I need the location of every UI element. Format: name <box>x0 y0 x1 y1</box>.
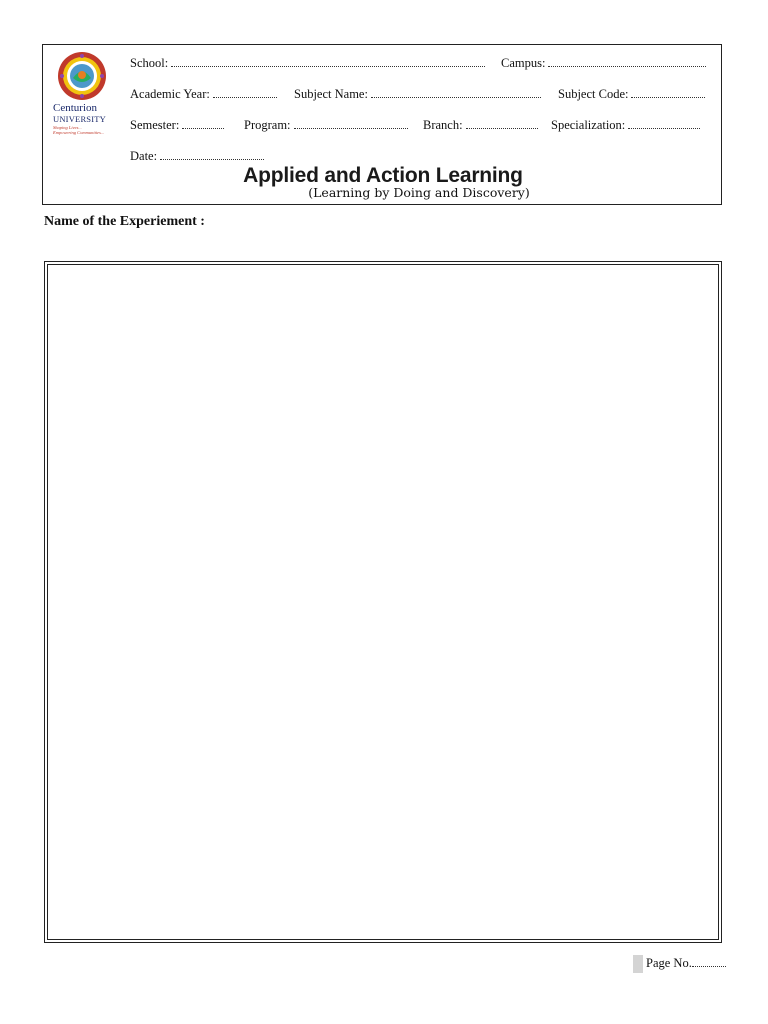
branch-label: Branch: <box>423 118 463 132</box>
page-marker-icon <box>633 955 643 973</box>
branch-blank[interactable] <box>466 117 538 129</box>
subject-name-label: Subject Name: <box>294 87 368 101</box>
academic-year-field[interactable] <box>130 86 277 102</box>
school-blank[interactable] <box>171 55 485 67</box>
date-label: Date: <box>130 149 158 163</box>
subject-code-field[interactable] <box>558 86 705 102</box>
page-title: Applied and Action Learning <box>243 164 523 187</box>
date-blank[interactable] <box>160 148 264 160</box>
logo-university: UNIVERSITY <box>53 114 106 124</box>
academic-year-blank[interactable] <box>213 86 277 98</box>
campus-field[interactable] <box>501 55 706 71</box>
subject-name-field[interactable] <box>294 86 541 102</box>
logo-tagline <box>53 125 115 135</box>
row-semester-program <box>130 117 720 133</box>
branch-field[interactable] <box>423 117 538 133</box>
specialization-label: Specialization: <box>551 118 626 132</box>
semester-field[interactable] <box>130 117 224 133</box>
school-field[interactable] <box>130 55 485 71</box>
program-label: Program: <box>244 118 291 132</box>
specialization-blank[interactable] <box>628 117 700 129</box>
page-number-label: Page No. <box>646 955 692 970</box>
campus-label: Campus: <box>501 56 546 70</box>
row-date <box>130 148 720 164</box>
semester-label: Semester: <box>130 118 180 132</box>
experiment-name-label: Name of the Experiement : <box>44 214 205 229</box>
date-field[interactable] <box>130 148 264 164</box>
semester-blank[interactable] <box>182 117 224 129</box>
page-number <box>633 955 726 973</box>
experiment-content-inner-border <box>47 264 719 940</box>
program-blank[interactable] <box>294 117 408 129</box>
page-subtitle: (Learning by Doing and Discovery) <box>308 185 530 200</box>
experiment-content-box[interactable] <box>44 261 722 943</box>
page-number-blank[interactable] <box>692 956 726 967</box>
campus-blank[interactable] <box>548 55 706 67</box>
row-year-subject <box>130 86 720 102</box>
university-emblem-icon <box>57 51 107 101</box>
program-field[interactable] <box>244 117 408 133</box>
subject-name-blank[interactable] <box>371 86 541 98</box>
logo-tagline-1: Shaping Lives... <box>53 125 82 130</box>
university-logo <box>53 51 115 147</box>
academic-year-label: Academic Year: <box>130 87 210 101</box>
subject-code-blank[interactable] <box>631 86 705 98</box>
school-label: School: <box>130 56 169 70</box>
header-box <box>42 44 722 205</box>
row-school-campus <box>130 55 720 71</box>
specialization-field[interactable] <box>551 117 700 133</box>
subject-code-label: Subject Code: <box>558 87 629 101</box>
logo-name: Centurion <box>53 102 97 114</box>
logo-tagline-2: Empowering Communities... <box>53 130 105 135</box>
